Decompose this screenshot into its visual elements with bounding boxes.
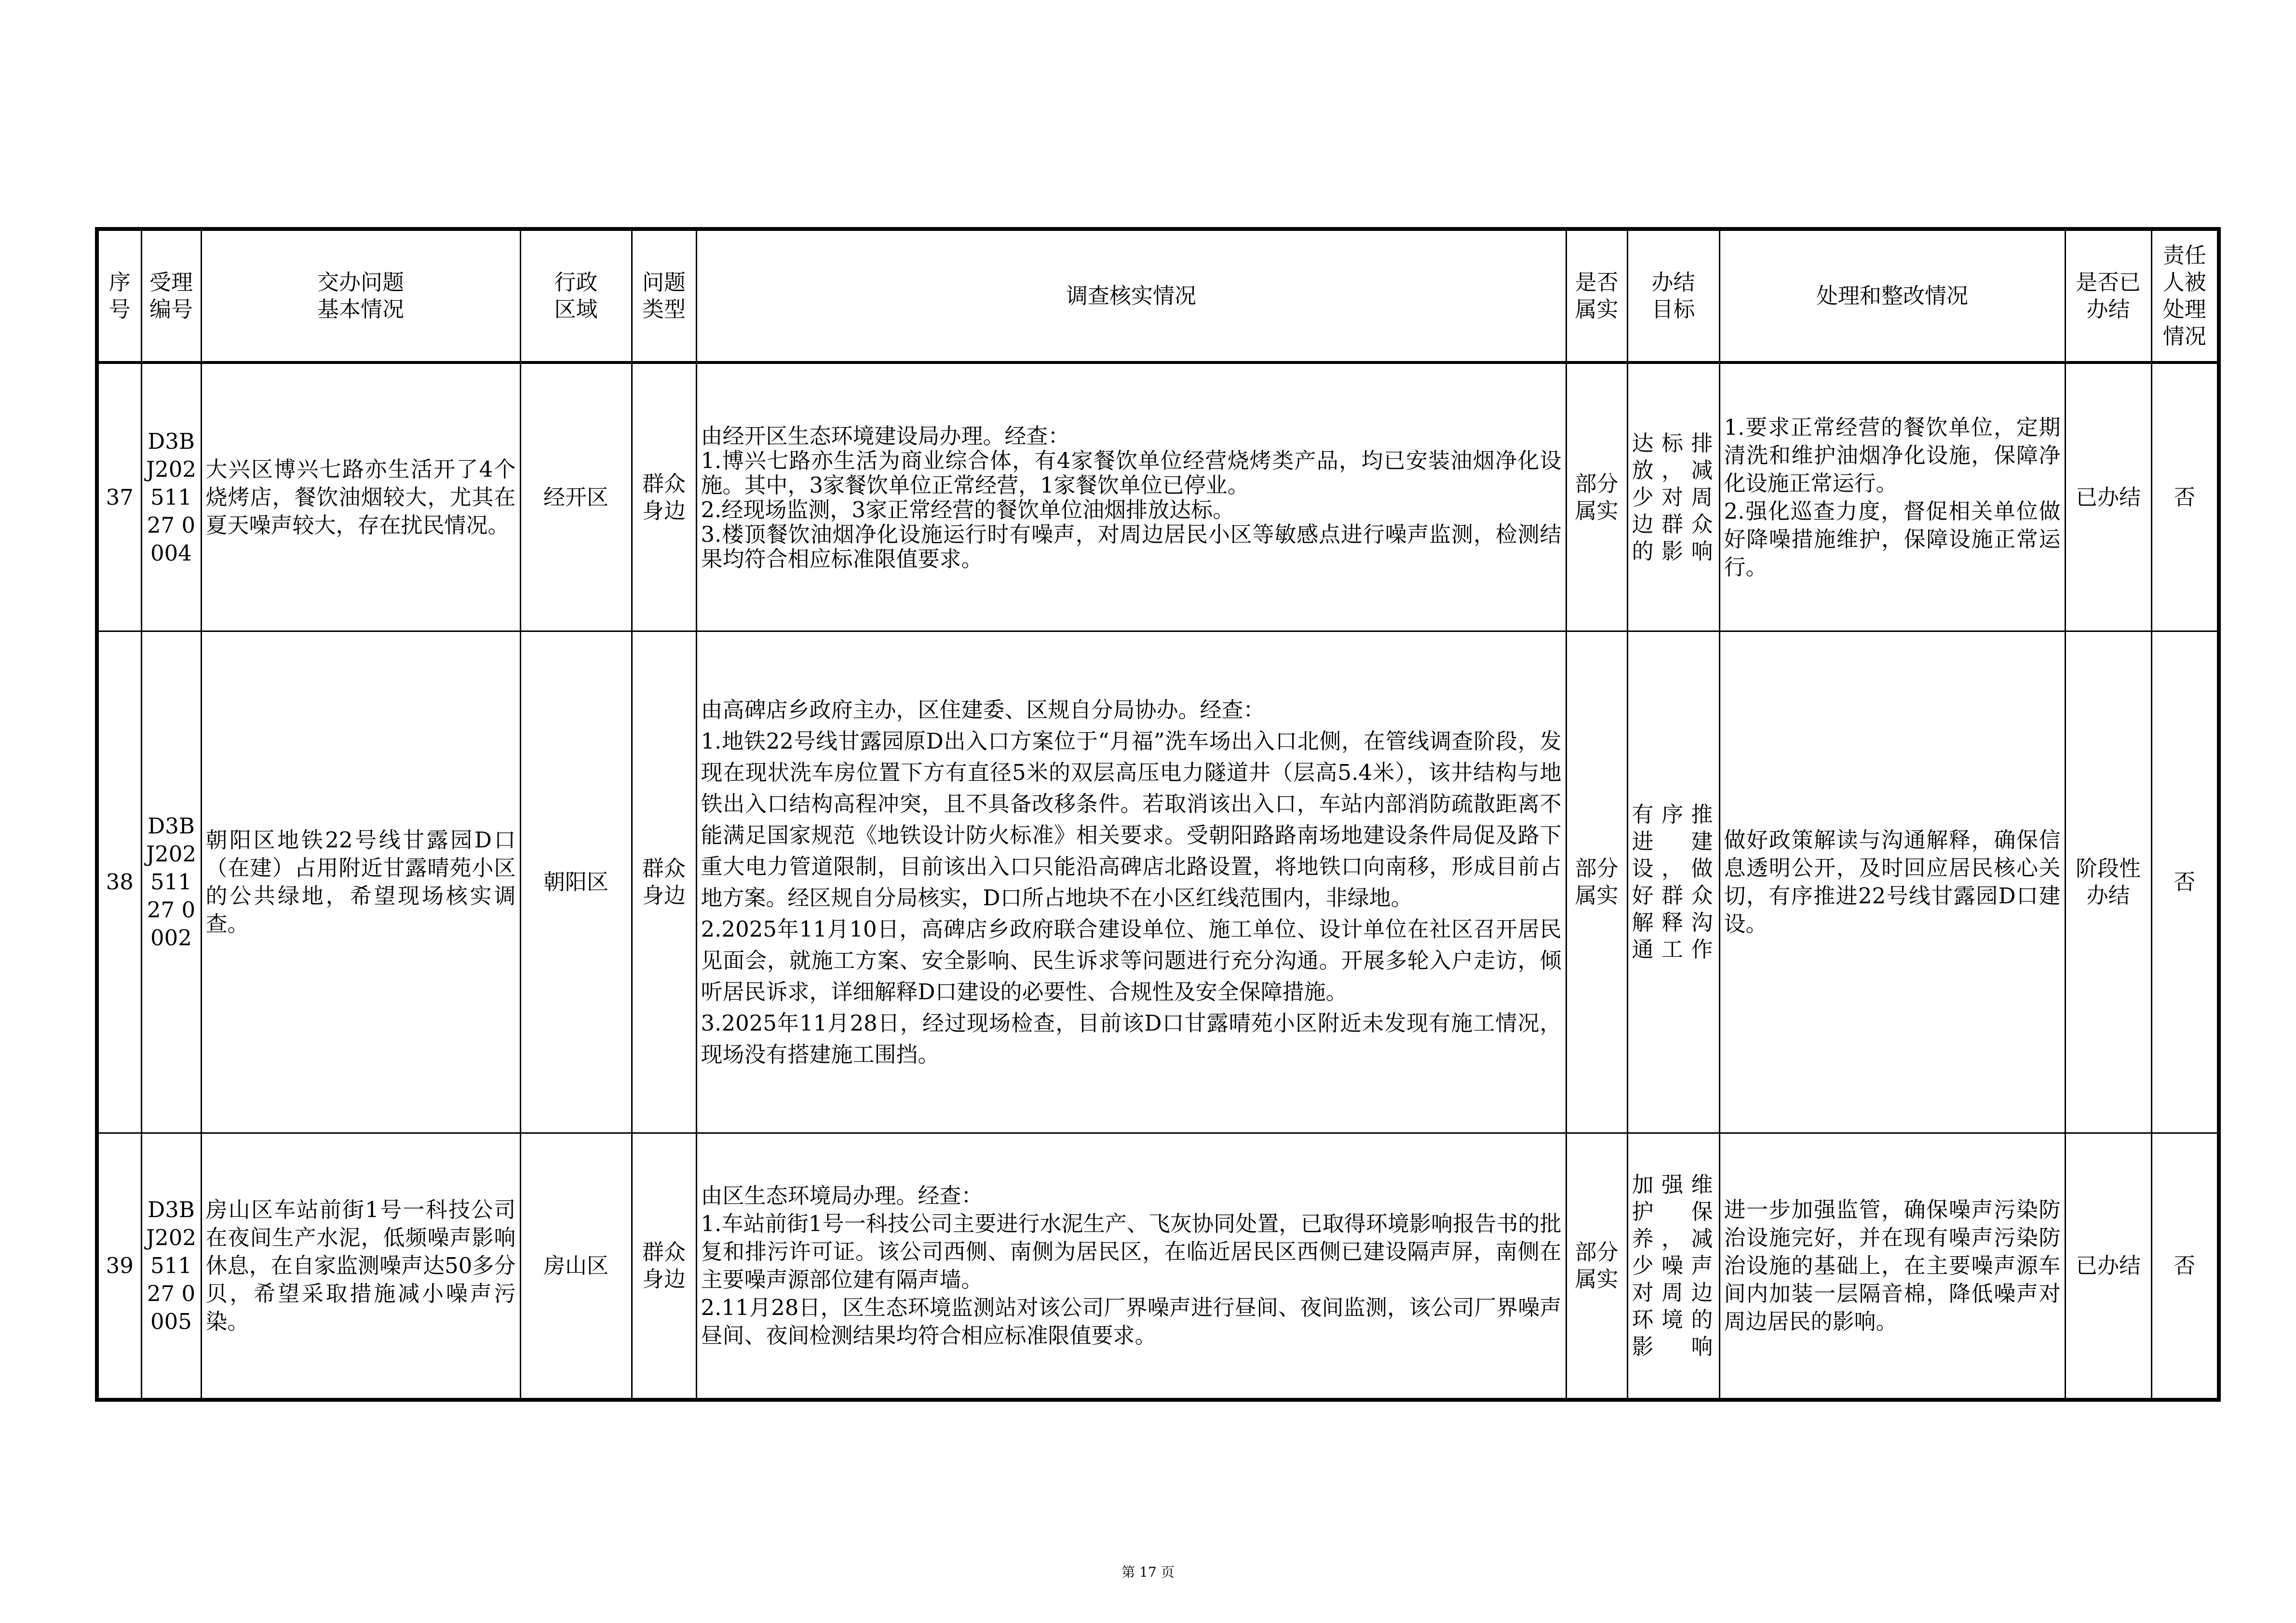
table-header-row — [97, 229, 2219, 362]
header-investigation: 调查核实情况 — [696, 229, 1566, 362]
complaint-table — [95, 227, 2221, 1402]
row-district: 朝阳区 — [520, 631, 632, 1133]
header-issue: 交办问题 基本情况 — [201, 229, 520, 362]
page-number: 第 17 页 — [1121, 1564, 1175, 1580]
row-verified: 部分属实 — [1566, 1133, 1627, 1400]
header-verified: 是否属实 — [1566, 229, 1627, 362]
row-issue: 房山区车站前街1号一科技公司在夜间生产水泥，低频噪声影响休息，在自家监测噪声达50多分贝，希望采取措施减小噪声污染。 — [201, 1133, 520, 1400]
row-id: D3BJ20251127 0002 — [141, 631, 201, 1133]
header-punished: 责任人被处理情况 — [2151, 229, 2219, 362]
row-handling: 做好政策解读与沟通解释，确保信息透明公开，及时回应居民核心关切，有序推进22号线甘露园D口建设。 — [1719, 631, 2065, 1133]
header-type: 问题类型 — [632, 229, 696, 362]
header-no: 序号 — [97, 229, 141, 362]
row-district: 房山区 — [520, 1133, 632, 1400]
row-investigation: 由经开区生态环境建设局办理。经查： 1.博兴七路亦生活为商业综合体，有4家餐饮单位经营烧烤类产品，均已安装油烟净化设施。其中，3家餐饮单位正常经营，1家餐饮单位已停业。 2.经现场监测，3家正常经营的餐饮单位油烟排放达标。 3.楼顶餐饮油烟净化设施运行时有噪声，对周边居民小区等敏感点进行噪声监测，检测结果均符合相应标准限值要求。 — [696, 362, 1566, 631]
row-investigation: 由高碑店乡政府主办，区住建委、区规自分局协办。经查： 1.地铁22号线甘露园原D出入口方案位于“月福”洗车场出入口北侧，在管线调查阶段，发现在现状洗车房位置下方有直径5米的双层高压电力隧道井（层高5.4米），该井结构与地铁出入口结构高程冲突，且不具备改移条件。若取消该出入口，车站内部消防疏散距离不能满足国家规范《地铁设计防火标准》相关要求。受朝阳路路南场地建设条件局促及路下重大电力管道限制，目前该出入口只能沿高碑店北路设置，将地铁口向南移，形成目前占地方案。经区规自分局核实，D口所占地块不在小区红线范围内，非绿地。 2.2025年11月10日，高碑店乡政府联合建设单位、施工单位、设计单位在社区召开居民见面会，就施工方案、安全影响、民生诉求等问题进行充分沟通。开展多轮入户走访，倾听居民诉求，详细解释D口建设的必要性、合规性及安全保障措施。 3.2025年11月28日，经过现场检查，目前该D口甘露晴苑小区附近未发现有施工情况，现场没有搭建施工围挡。 — [696, 631, 1566, 1133]
row-verified: 部分属实 — [1566, 631, 1627, 1133]
row-closed: 阶段性办结 — [2065, 631, 2151, 1133]
row-no: 39 — [97, 1133, 141, 1400]
row-id: D3BJ20251127 0005 — [141, 1133, 201, 1400]
table-row — [97, 362, 2219, 631]
row-goal: 有序推进建设，做好群众解释沟通工作 — [1627, 631, 1719, 1133]
row-closed: 已办结 — [2065, 1133, 2151, 1400]
row-type: 群众身边 — [632, 631, 696, 1133]
row-punished: 否 — [2151, 362, 2219, 631]
header-goal: 办结目标 — [1627, 229, 1719, 362]
row-verified: 部分属实 — [1566, 362, 1627, 631]
row-issue: 大兴区博兴七路亦生活开了4个烧烤店，餐饮油烟较大，尤其在夏天噪声较大，存在扰民情况。 — [201, 362, 520, 631]
row-handling: 进一步加强监管，确保噪声污染防治设施完好，并在现有噪声污染防治设施的基础上，在主要噪声源车间内加装一层隔音棉，降低噪声对周边居民的影响。 — [1719, 1133, 2065, 1400]
row-no: 38 — [97, 631, 141, 1133]
row-handling: 1.要求正常经营的餐饮单位，定期清洗和维护油烟净化设施，保障净化设施正常运行。 2.强化巡查力度，督促相关单位做好降噪措施维护，保障设施正常运行。 — [1719, 362, 2065, 631]
header-closed: 是否已办结 — [2065, 229, 2151, 362]
row-type: 群众身边 — [632, 1133, 696, 1400]
row-id: D3BJ20251127 0004 — [141, 362, 201, 631]
row-type: 群众身边 — [632, 362, 696, 631]
row-no: 37 — [97, 362, 141, 631]
row-district: 经开区 — [520, 362, 632, 631]
table-row — [97, 631, 2219, 1133]
row-investigation: 由区生态环境局办理。经查： 1.车站前街1号一科技公司主要进行水泥生产、飞灰协同处置，已取得环境影响报告书的批复和排污许可证。该公司西侧、南侧为居民区，在临近居民区西侧已建设隔声屏，南侧在主要噪声源部位建有隔声墙。 2.11月28日，区生态环境监测站对该公司厂界噪声进行昼间、夜间监测，该公司厂界噪声昼间、夜间检测结果均符合相应标准限值要求。 — [696, 1133, 1566, 1400]
table-row — [97, 1133, 2219, 1400]
row-goal: 达标排放，减少对周边群众的影响 — [1627, 362, 1719, 631]
row-goal: 加强维护保养，减少噪声对周边环境的影响 — [1627, 1133, 1719, 1400]
header-id: 受理编号 — [141, 229, 201, 362]
row-punished: 否 — [2151, 631, 2219, 1133]
header-handling: 处理和整改情况 — [1719, 229, 2065, 362]
header-district: 行政区域 — [520, 229, 632, 362]
row-punished: 否 — [2151, 1133, 2219, 1400]
row-issue: 朝阳区地铁22号线甘露园D口（在建）占用附近甘露晴苑小区的公共绿地，希望现场核实调查。 — [201, 631, 520, 1133]
row-closed: 已办结 — [2065, 362, 2151, 631]
